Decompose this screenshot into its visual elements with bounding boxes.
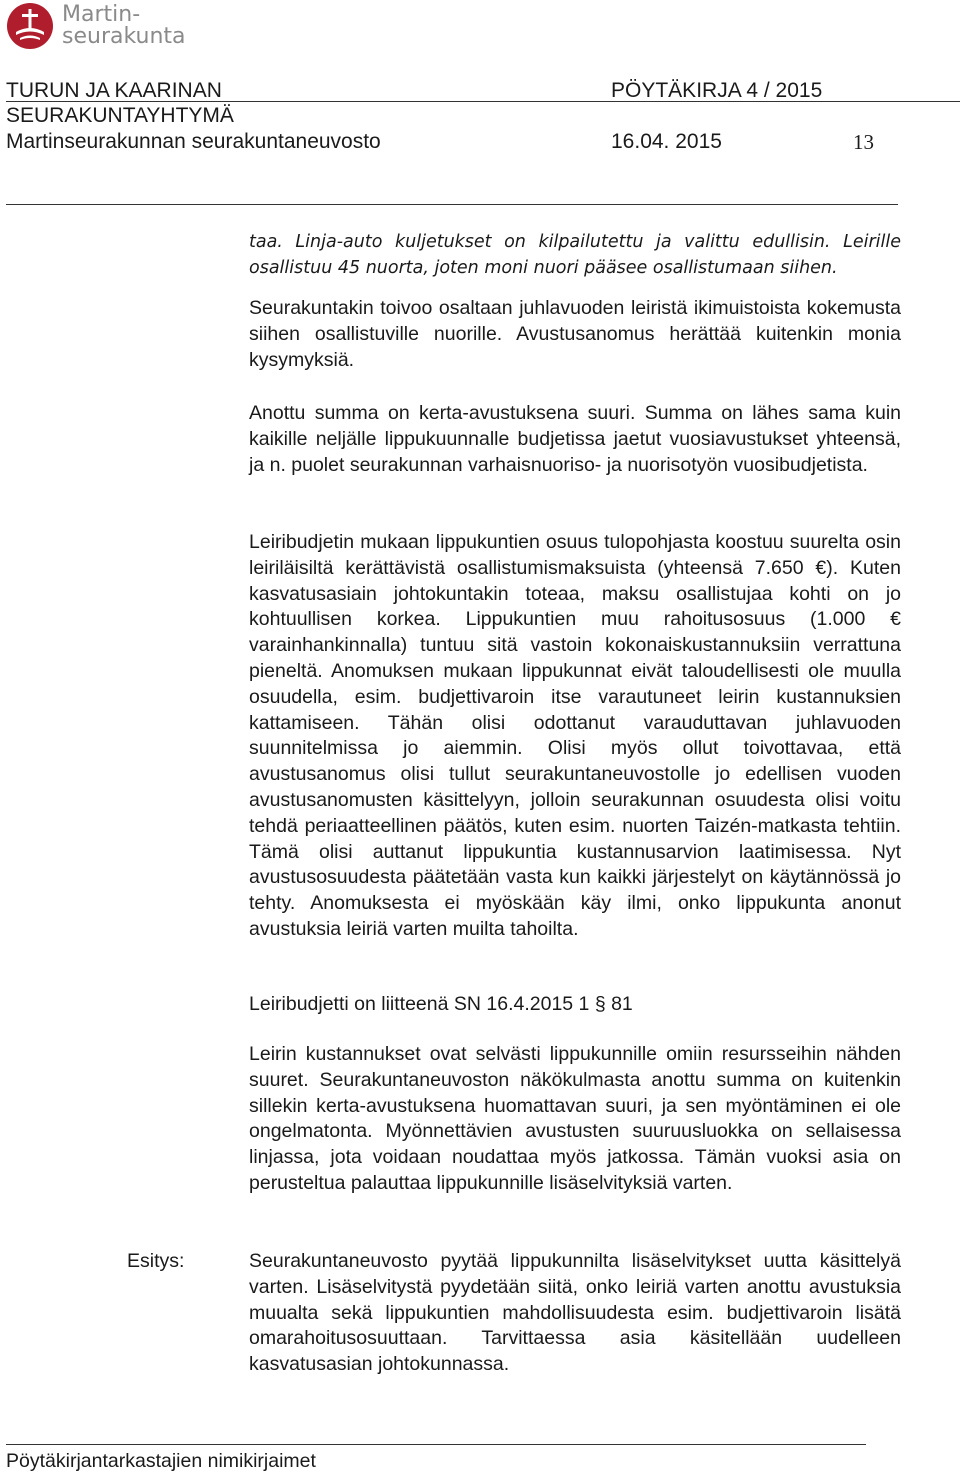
logo-wordmark (62, 4, 186, 48)
church-emblem-icon (6, 2, 54, 50)
attachment-note (249, 992, 901, 1018)
paragraph-text: Leiribudjetti on liitteenä SN 16.4.2015 1 § 81 (249, 993, 633, 1015)
paragraph-5 (249, 1042, 901, 1197)
footer-signatures-label: Pöytäkirjantarkastajien nimikirjaimet (6, 1450, 316, 1472)
logo-line-2: seurakunta (62, 24, 186, 49)
header-org-line-2: SEURAKUNTAYHTYMÄ (6, 104, 234, 127)
page-number: 13 (853, 130, 874, 154)
logo-line-1: Martin- (62, 2, 141, 27)
header-doc-title: PÖYTÄKIRJA 4 / 2015 (611, 79, 823, 102)
header-body-name: Martinseurakunnan seurakuntaneuvosto (6, 130, 381, 153)
paragraph-italic (249, 230, 901, 282)
header-org-line-1: TURUN JA KAARINAN (6, 79, 222, 102)
footer-rule (6, 1444, 866, 1445)
paragraph-text: Seurakuntakin toivoo osaltaan juhlavuoden leiristä ikimuistoista kokemusta siihen osallistuville nuorille. Avustusanomus herättää kuitenkin monia kysymyksiä. (249, 297, 901, 371)
header-underline (6, 101, 960, 102)
paragraph-text: Seurakuntaneuvosto pyytää lippukunnilta lisäselvitykset uutta käsittelyä varten. Lisäselvitystä pyydetään siitä, onko leiriä varten anottu avustuksia muualta sekä lippukuntien mahdollisuudesta esim. budjettivaroin lisätä omarahoitusosuuttaan. Tarvittaessa asia käsitellään uudelleen kasvatusasian johtokunnassa. (249, 1250, 901, 1376)
paragraph-text: Leirin kustannukset ovat selvästi lippukunnille omiin resursseihin nähden suuret. Seurakuntaneuvoston näkökulmasta anottu summa on kuitenkin sillekin kerta-avustuksena huomattavan suuri, ja sen myöntäminen ei ole ongelmatonta. Myönnettävien avustusten suuruusluokka on sellaisessa linjassa, jota voidaan noudattaa myös jatkossa. Tämän vuoksi asia on perusteltua palauttaa lippukunnille lisäselvityksiä varten. (249, 1043, 901, 1194)
paragraph-text: taa. Linja-auto kuljetukset on kilpailutettu ja valittu edullisin. Leirille osallistuu 45 nuorta, joten moni nuori pääsee osallistumaan siihen. (249, 232, 901, 278)
proposal-label: Esitys: (127, 1250, 185, 1272)
separator-rule (6, 204, 898, 205)
paragraph-1 (249, 296, 901, 373)
paragraph-2 (249, 401, 901, 478)
paragraph-text: Anottu summa on kerta-avustuksena suuri. Summa on lähes sama kuin kaikille neljälle lippukuunnalle budjetissa jaetut vuosiavustukset yhteensä, ja n. puolet seurakunnan varhaisnuoriso- ja nuorisotyön vuosibudjetista. (249, 402, 901, 476)
proposal-text (249, 1249, 901, 1378)
paragraph-text: Leiribudjetin mukaan lippukuntien osuus tulopohjasta koostuu suurelta osin leiriläisiltä kerättävistä osallistumismaksuista (yhteensä 7.650 €). Kuten kasvatusasiain johtokuntakin toteaa, maksu osallistujaa kohti on jo kohtuullisen korkea. Lippukuntien muu rahoitusosuus (1.000 € varainhankinnalla) tuntuu sitä vastoin kokonaiskustannuksiin verrattuna pieneltä. Anomuksen mukaan lippukunnat eivät taloudellisesti ole muulla osuudella, esim. budjettivaroin itse varautuneet leirin kustannuksien kattamiseen. Tähän olisi odottanut varauduttavan juhlavuoden suunnitelmissa jo aiemmin. Olisi myös ollut toivottavaa, että avustusanomus olisi tullut seurakuntaneuvostolle jo edellisen vuoden avustusanomusten käsittelyyn, jolloin seurakunnan osuudesta olisi voitu tehdä periaatteellinen päätös, kuten esim. nuorten Taizén-matkasta tehtiin. Tämä olisi auttanut lippukuntia kustannusarvion laatimisessa. Nyt avustusosuudesta päätetään vasta kun kaikki järjestelyt on käytännössä jo tehty. Anomuksesta ei myöskään käy ilmi, onko lippukunta anonut avustuksia leiriä varten muilta tahoilta. (249, 531, 901, 940)
header-date: 16.04. 2015 (611, 130, 722, 153)
logo (6, 2, 186, 54)
paragraph-3 (249, 530, 901, 943)
